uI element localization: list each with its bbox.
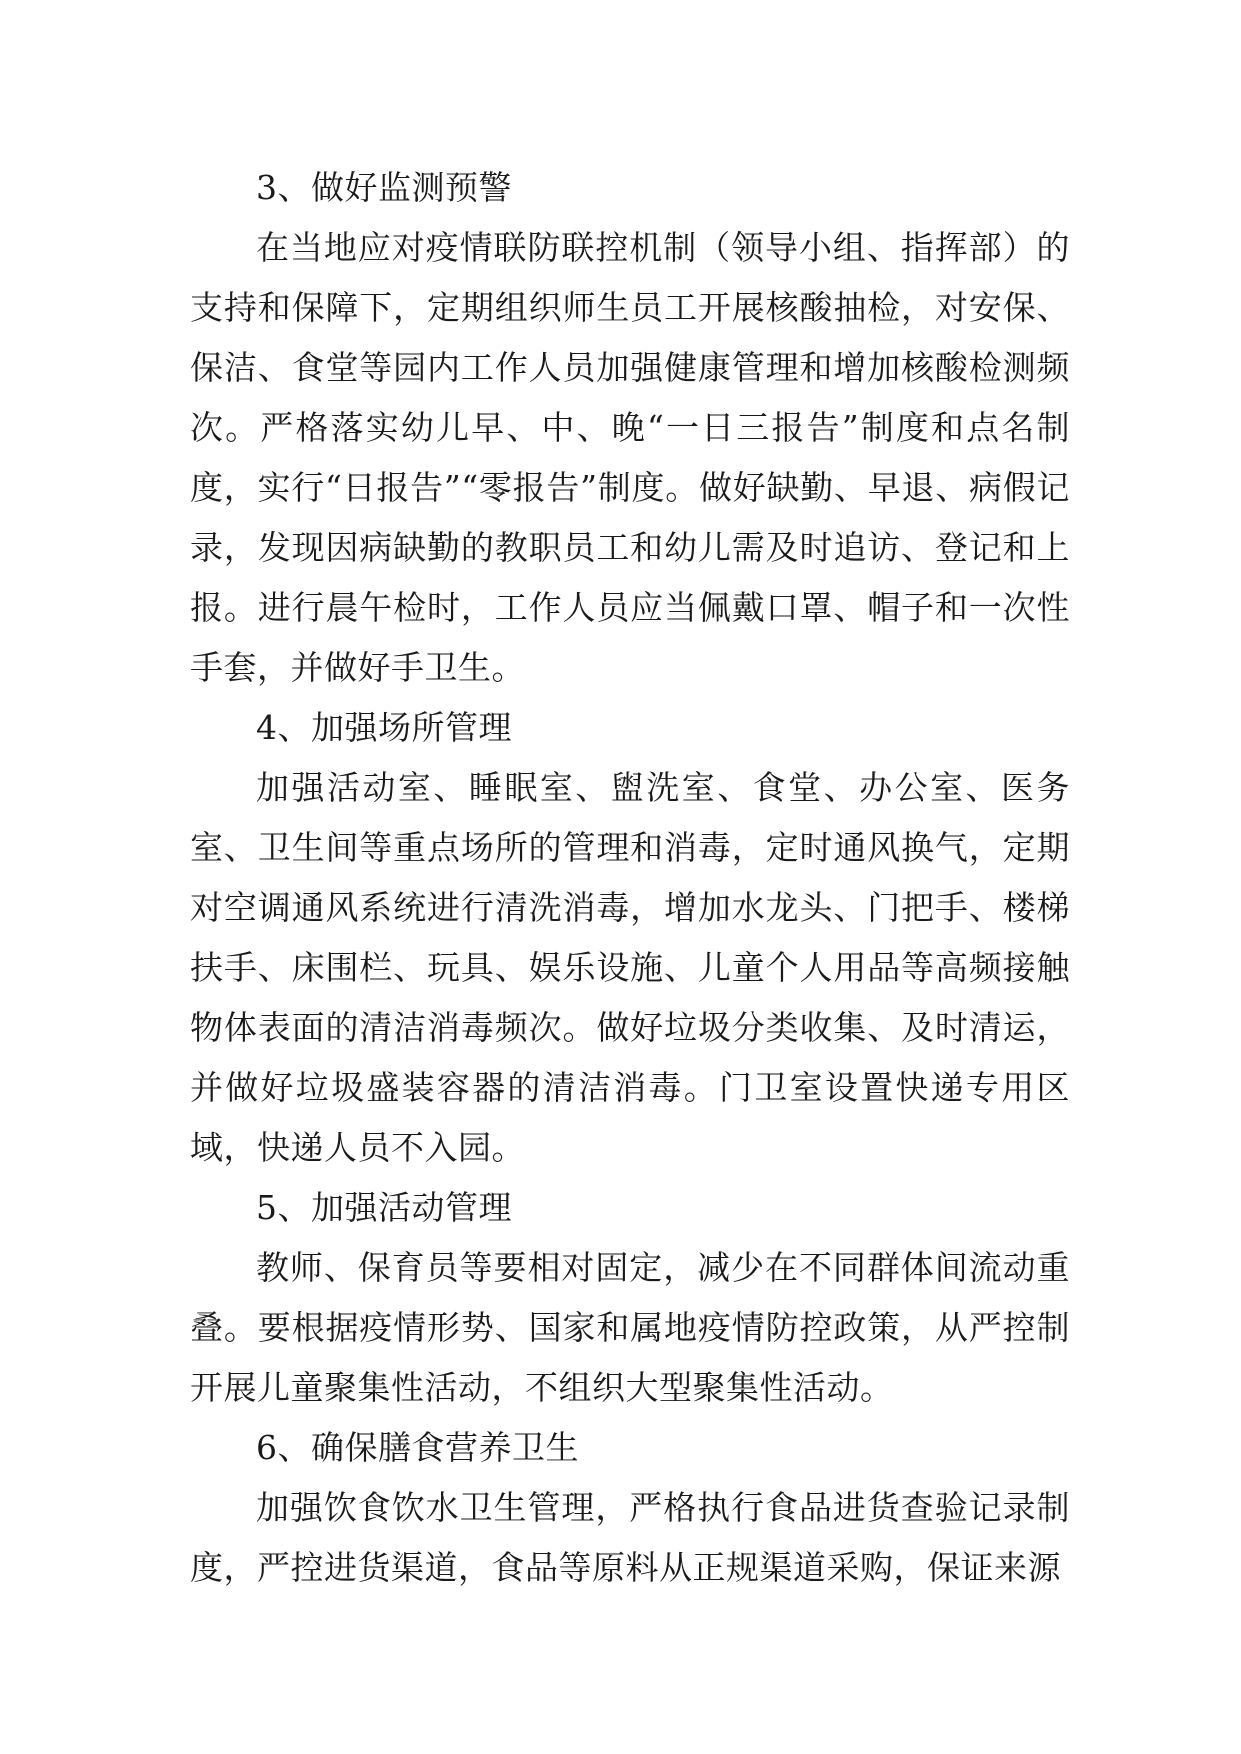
- section-heading-5: 5、加强活动管理: [256, 1188, 512, 1227]
- section-paragraph-4: 加强活动室、睡眠室、盥洗室、食堂、办公室、医务室、卫生间等重点场所的管理和消毒，定时通风换气，定期对空调通风系统进行清洗消毒，增加水龙头、门把手、楼梯扶手、床围栏、玩具、娱乐设施、儿童个人用品等高频接触物体表面的清洁消毒频次。做好垃圾分类收集、及时清运，并做好垃圾盛装容器的清洁消毒。门卫室设置快递专用区域，快递人员不入园。: [190, 768, 1070, 1167]
- section-paragraph-5: 教师、保育员等要相对固定，减少在不同群体间流动重叠。要根据疫情形势、国家和属地疫情防控政策，从严控制开展儿童聚集性活动，不组织大型聚集性活动。: [190, 1248, 1070, 1407]
- section-heading-4: 4、加强场所管理: [256, 708, 512, 747]
- document-body: [190, 158, 1070, 1598]
- section-paragraph-6: 加强饮食饮水卫生管理，严格执行食品进货查验记录制度，严控进货渠道，食品等原料从正规渠道采购，保证来源: [190, 1488, 1070, 1587]
- section-heading-3: 3、做好监测预警: [256, 168, 512, 207]
- section-heading-6: 6、确保膳食营养卫生: [256, 1428, 579, 1467]
- section-paragraph-3: 在当地应对疫情联防联控机制（领导小组、指挥部）的支持和保障下，定期组织师生员工开展核酸抽检，对安保、保洁、食堂等园内工作人员加强健康管理和增加核酸检测频次。严格落实幼儿早、中、晚“一日三报告”制度和点名制度，实行“日报告”“零报告”制度。做好缺勤、早退、病假记录，发现因病缺勤的教职员工和幼儿需及时追访、登记和上报。进行晨午检时，工作人员应当佩戴口罩、帽子和一次性手套，并做好手卫生。: [190, 228, 1070, 687]
